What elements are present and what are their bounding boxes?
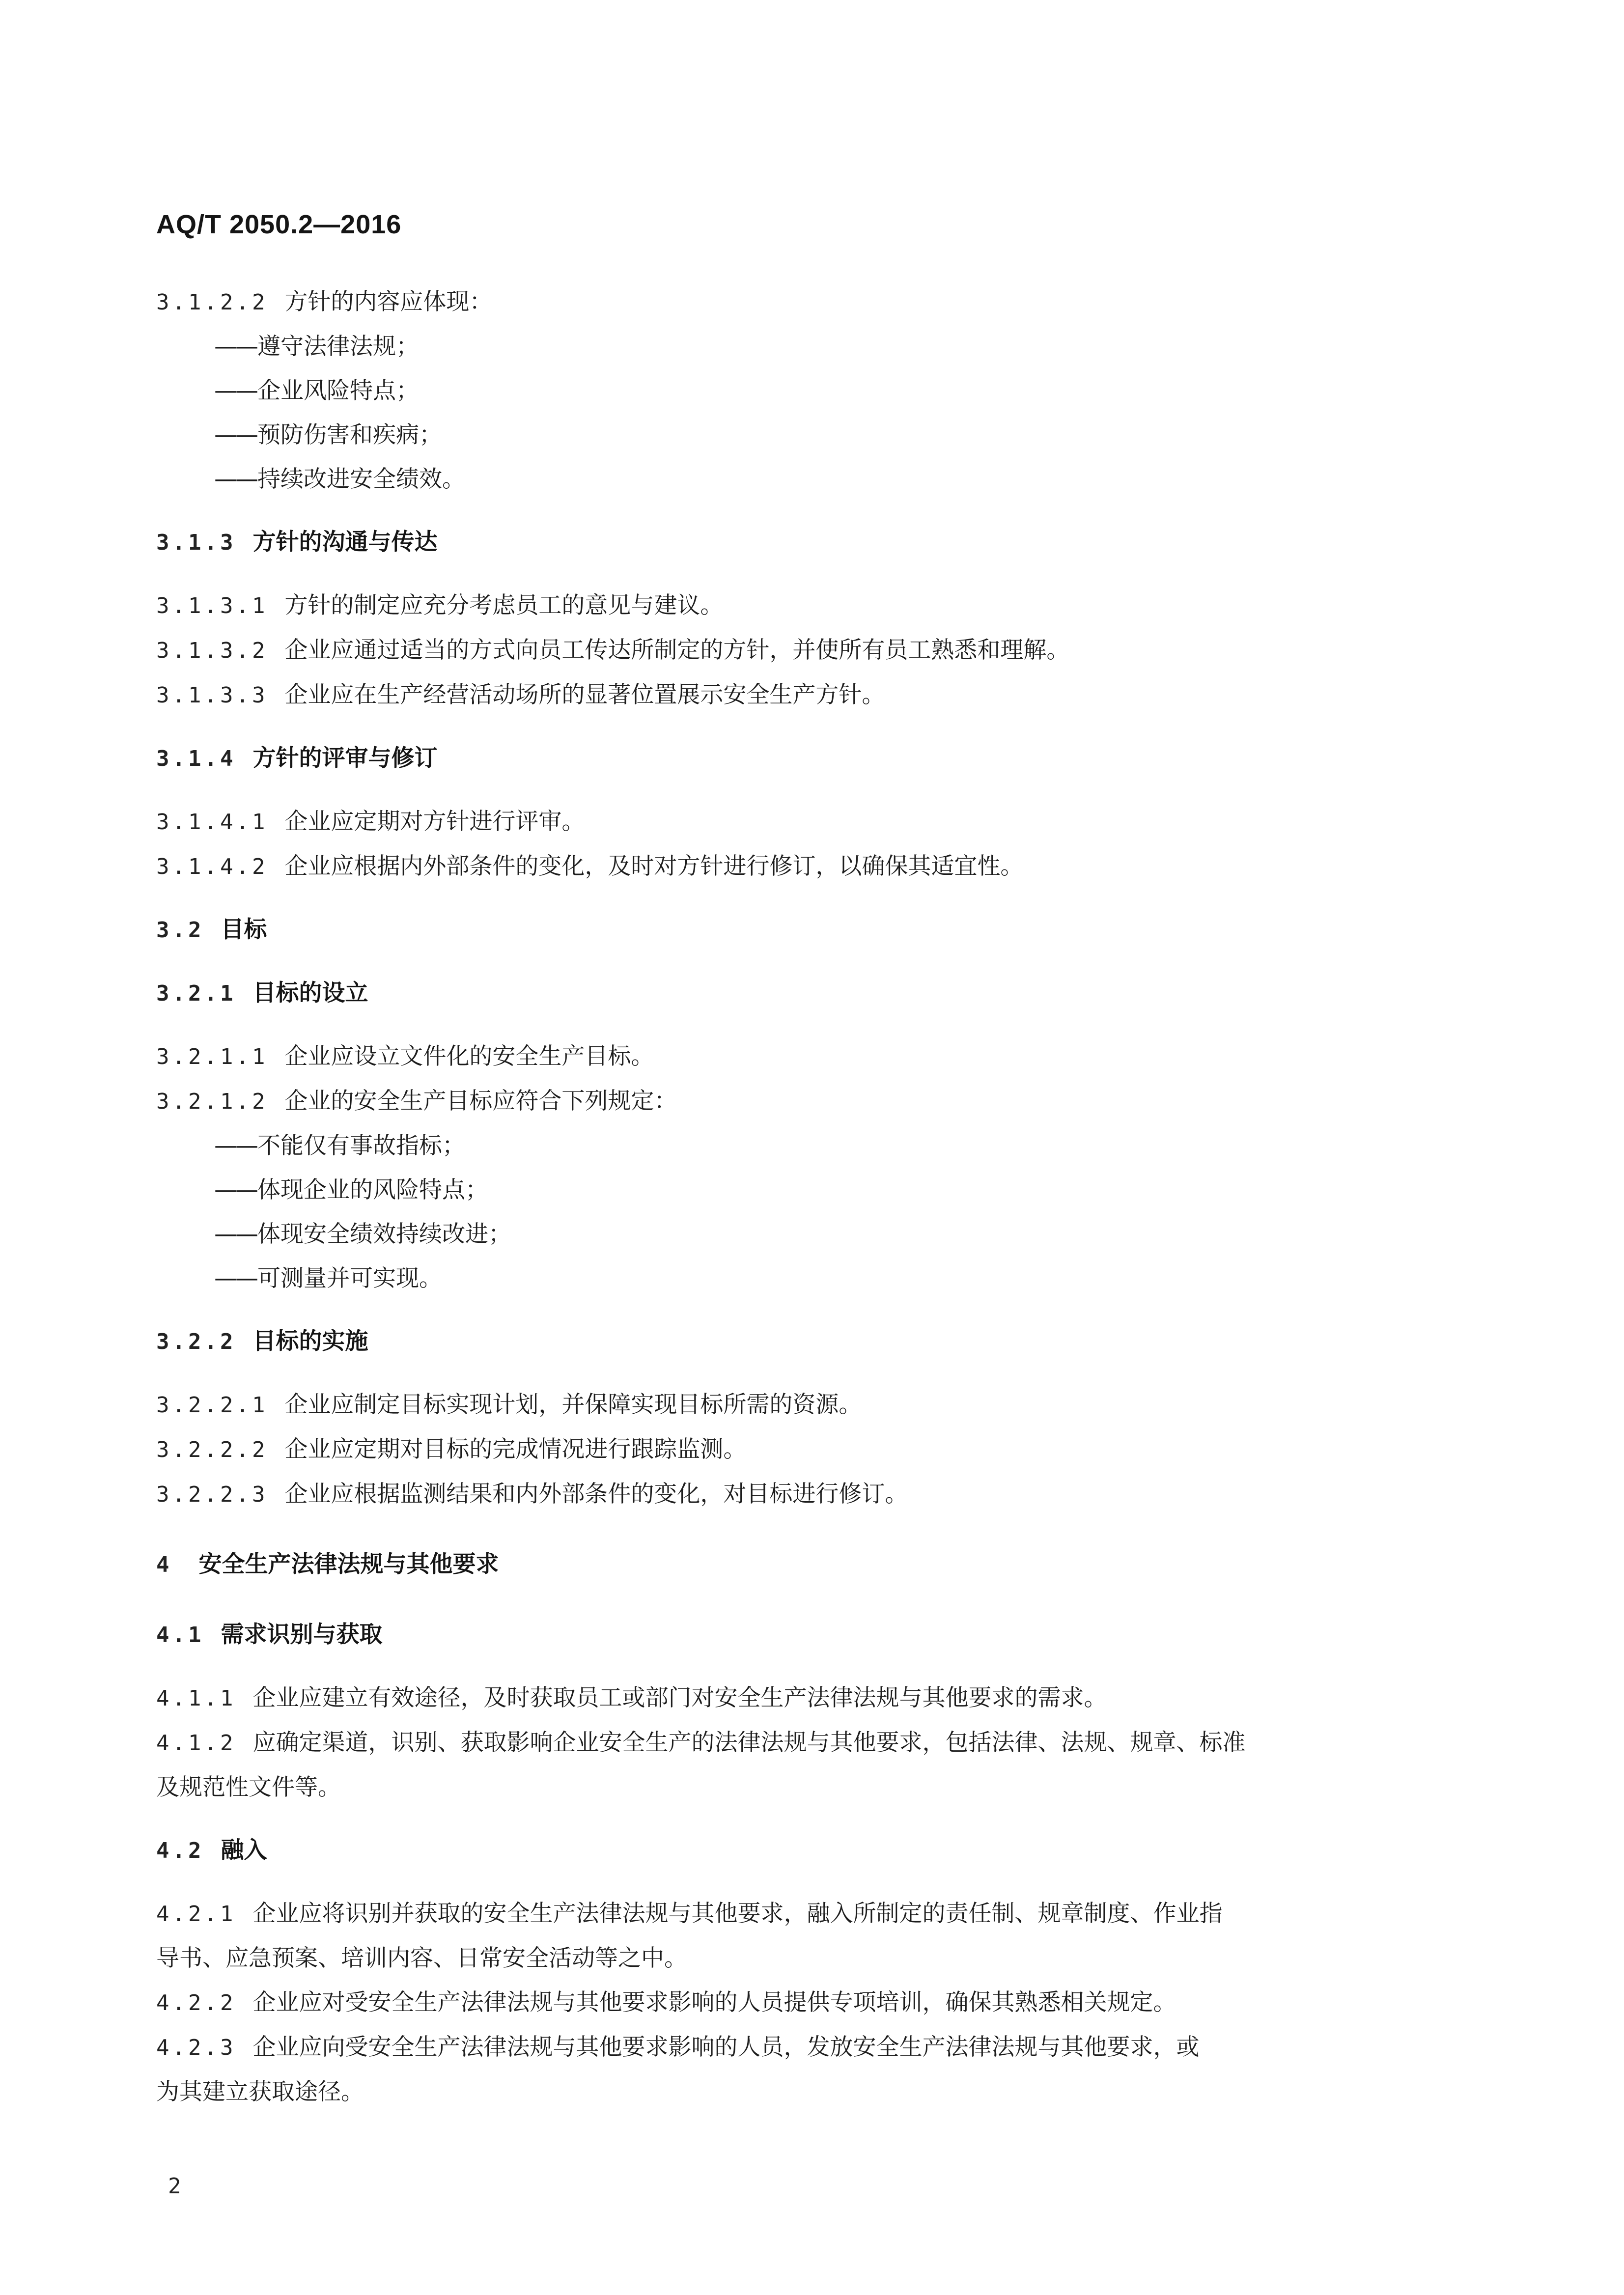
heading-text: 方针的沟通与传达 — [252, 529, 438, 556]
section-heading-3-1-3 — [156, 520, 1419, 565]
heading-number: 4.1 — [156, 1623, 204, 1648]
list-item: —— 体现安全绩效持续改进； — [156, 1212, 1419, 1257]
clause-3-2-1-1 — [156, 1035, 1419, 1079]
clause-text: 企业应根据内外部条件的变化，及时对方针进行修订，以确保其适宜性。 — [284, 853, 1024, 880]
heading-text: 融入 — [221, 1837, 267, 1864]
clause-3-2-2-2 — [156, 1427, 1419, 1472]
clause-3-1-3-1 — [156, 584, 1419, 628]
heading-number: 3.2 — [156, 918, 204, 943]
list-item: —— 体现企业的风险特点； — [156, 1168, 1419, 1212]
clause-number: 3.1.4.2 — [156, 854, 268, 879]
section-heading-4-1 — [156, 1613, 1419, 1657]
chapter-heading-4 — [156, 1542, 1419, 1587]
section-heading-3-2-1 — [156, 971, 1419, 1016]
clause-4-2-1-continued: 导书、应急预案、培训内容、日常安全活动等之中。 — [156, 1945, 687, 1972]
clause-4-2-3 — [156, 2025, 1419, 2070]
clause-4-1-2 — [156, 1721, 1419, 1765]
heading-number: 4.2 — [156, 1838, 204, 1863]
clause-text: 企业应制定目标实现计划，并保障实现目标所需的资源。 — [284, 1391, 862, 1418]
clause-number: 3.2.2.2 — [156, 1437, 268, 1462]
list-item: —— 遵守法律法规； — [156, 325, 1419, 369]
section-heading-3-2-2 — [156, 1319, 1419, 1364]
clause-number: 4.1.1 — [156, 1686, 236, 1711]
heading-text: 需求识别与获取 — [221, 1621, 383, 1648]
clause-4-1-1 — [156, 1676, 1419, 1721]
heading-text: 目标的设立 — [252, 980, 368, 1007]
clause-text: 企业应通过适当的方式向员工传达所制定的方针，并使所有员工熟悉和理解。 — [284, 637, 1070, 664]
clause-4-2-1 — [156, 1892, 1419, 1936]
list-item: —— 持续改进安全绩效。 — [156, 457, 1419, 502]
heading-number: 3.1.4 — [156, 746, 236, 771]
clause-text: 企业应在生产经营活动场所的显著位置展示安全生产方针。 — [284, 681, 885, 708]
clause-text: 方针的内容应体现： — [284, 288, 493, 315]
clause-3-1-3-3 — [156, 673, 1419, 718]
clause-text: 企业应向受安全生产法律法规与其他要求影响的人员，发放安全生产法律法规与其他要求，或 — [252, 2034, 1200, 2061]
clause-number: 3.2.2.1 — [156, 1393, 268, 1418]
heading-text: 目标的实施 — [252, 1328, 368, 1355]
clause-number: 3.1.4.1 — [156, 810, 268, 835]
clause-3-1-4-1 — [156, 800, 1419, 844]
section-heading-4-2 — [156, 1828, 1419, 1873]
standard-code-header: AQ/T 2050.2—2016 — [156, 210, 402, 239]
clause-text: 企业应将识别并获取的安全生产法律法规与其他要求，融入所制定的责任制、规章制度、作业指 — [252, 1900, 1223, 1927]
list-item: —— 可测量并可实现。 — [156, 1257, 1419, 1301]
clause-3-1-3-2 — [156, 628, 1419, 673]
clause-number: 4.1.2 — [156, 1731, 236, 1756]
section-heading-3-2 — [156, 908, 1419, 952]
clause-text: 企业应根据监测结果和内外部条件的变化，对目标进行修订。 — [284, 1481, 908, 1508]
clause-number: 3.1.3.3 — [156, 683, 268, 708]
heading-text: 安全生产法律法规与其他要求 — [198, 1551, 499, 1578]
clause-text: 方针的制定应充分考虑员工的意见与建议。 — [284, 592, 724, 619]
clause-text: 企业应定期对方针进行评审。 — [284, 808, 585, 835]
list-item: —— 预防伤害和疾病； — [156, 413, 1419, 457]
section-heading-3-1-4 — [156, 736, 1419, 781]
heading-number: 3.2.1 — [156, 981, 236, 1006]
clause-text: 企业的安全生产目标应符合下列规定： — [284, 1088, 677, 1115]
clause-text: 企业应定期对目标的完成情况进行跟踪监测。 — [284, 1436, 747, 1463]
heading-text: 方针的评审与修订 — [252, 745, 438, 772]
clause-number: 3.2.1.1 — [156, 1044, 268, 1069]
clause-3-1-2-2 — [156, 280, 1419, 325]
clause-number: 4.2.3 — [156, 2035, 236, 2060]
clause-text: 应确定渠道，识别、获取影响企业安全生产的法律法规与其他要求，包括法律、法规、规章、标准 — [252, 1729, 1246, 1756]
list-item: —— 企业风险特点； — [156, 369, 1419, 413]
clause-3-2-2-3 — [156, 1472, 1419, 1517]
heading-number: 4 — [156, 1552, 172, 1577]
clause-4-2-3-continued: 为其建立获取途径。 — [156, 2078, 364, 2105]
clause-number: 3.1.2.2 — [156, 290, 268, 315]
heading-number: 3.1.3 — [156, 530, 236, 555]
clause-4-1-2-continued: 及规范性文件等。 — [156, 1774, 341, 1801]
clause-4-2-2 — [156, 1981, 1419, 2025]
clause-3-1-4-2 — [156, 844, 1419, 889]
clause-number: 3.1.3.1 — [156, 593, 268, 618]
heading-number: 3.2.2 — [156, 1329, 236, 1354]
clause-number: 4.2.2 — [156, 1990, 236, 2015]
clause-number: 3.1.3.2 — [156, 638, 268, 663]
document-body — [156, 280, 1419, 2114]
clause-number: 3.2.1.2 — [156, 1089, 268, 1114]
clause-3-2-1-2 — [156, 1079, 1419, 1124]
clause-3-2-2-1 — [156, 1383, 1419, 1427]
page-number: 2 — [168, 2174, 181, 2199]
clause-text: 企业应设立文件化的安全生产目标。 — [284, 1043, 654, 1070]
heading-text: 目标 — [221, 916, 267, 943]
clause-number: 4.2.1 — [156, 1902, 236, 1927]
clause-text: 企业应对受安全生产法律法规与其他要求影响的人员提供专项培训，确保其熟悉相关规定。 — [252, 1989, 1176, 2016]
clause-number: 3.2.2.3 — [156, 1482, 268, 1507]
clause-text: 企业应建立有效途径，及时获取员工或部门对安全生产法律法规与其他要求的需求。 — [252, 1684, 1107, 1711]
list-item: —— 不能仅有事故指标； — [156, 1124, 1419, 1168]
